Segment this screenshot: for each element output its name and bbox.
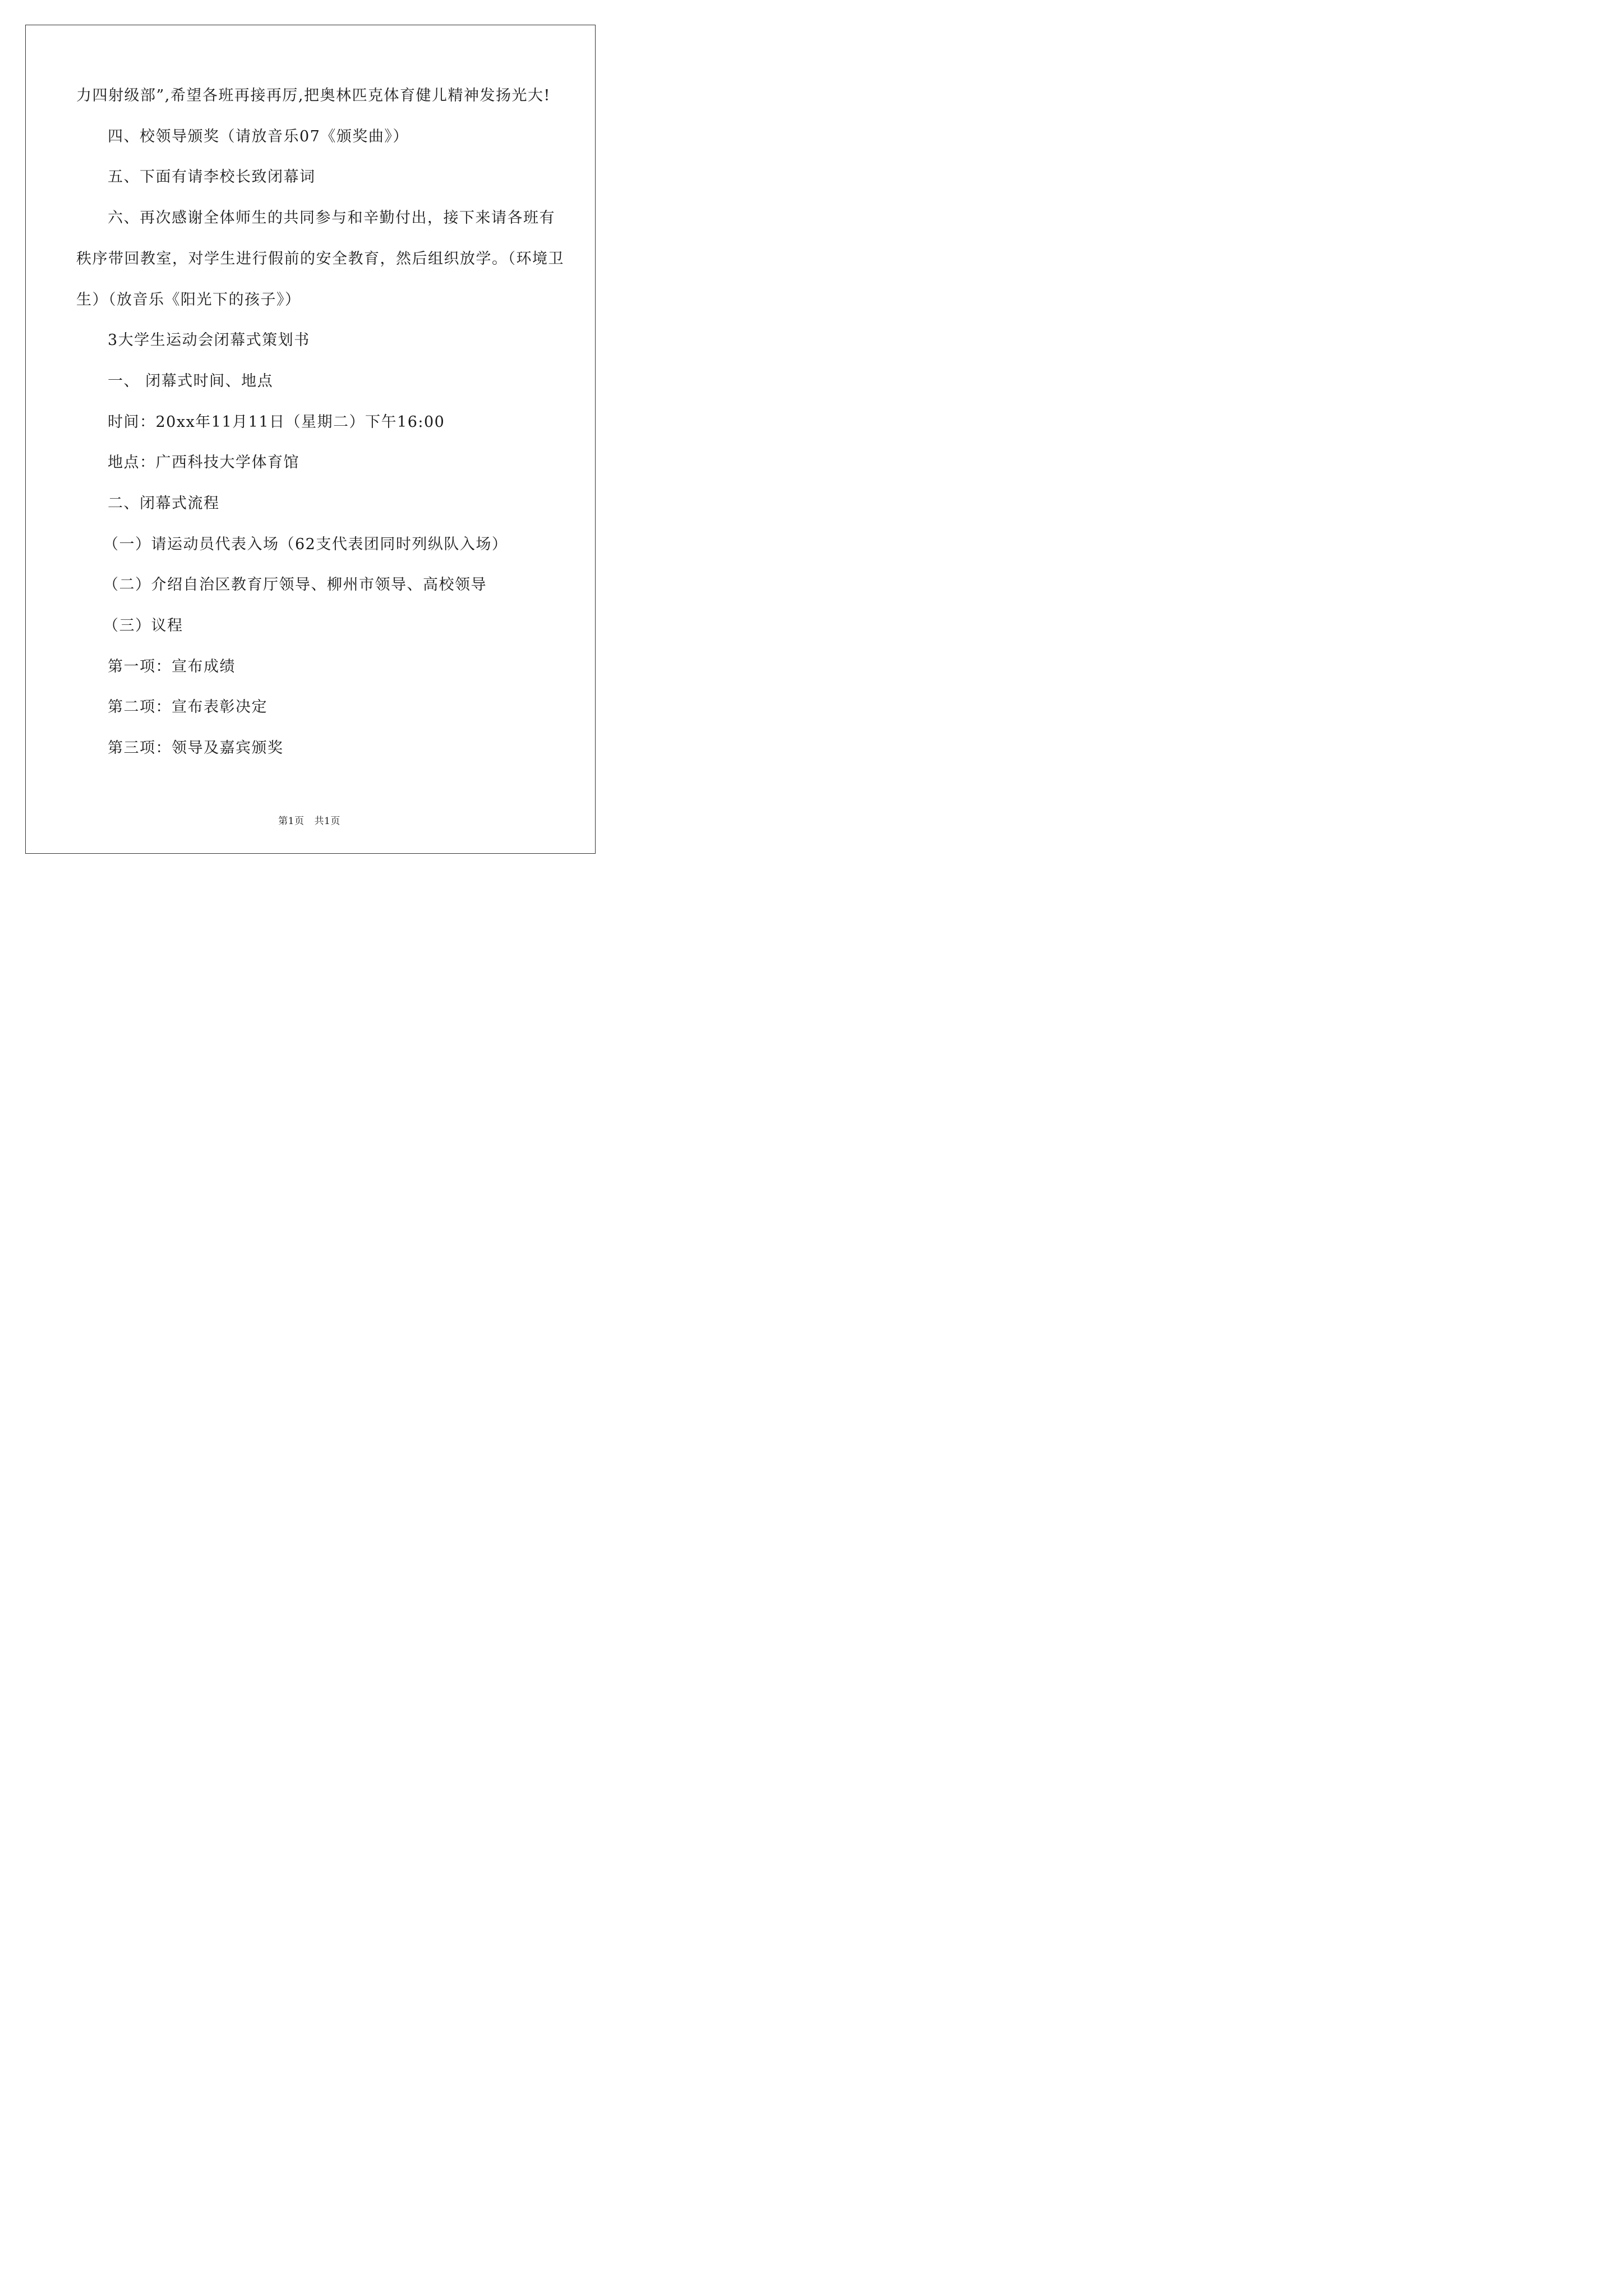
page-footer bbox=[0, 815, 619, 827]
section-heading: 3大学生运动会闭幕式策划书 bbox=[108, 332, 310, 349]
paragraph-line: 五、下面有请李校长致闭幕词 bbox=[108, 168, 316, 186]
list-item: （一）请运动员代表入场（62支代表团同时列纵队入场） bbox=[103, 536, 508, 553]
page-number-current: 第1页 bbox=[278, 816, 305, 827]
paragraph-line: 四、校领导颁奖（请放音乐07《颁奖曲》） bbox=[108, 128, 409, 145]
paragraph-line: 秩序带回教室，对学生进行假前的安全教育，然后组织放学。（环境卫 bbox=[76, 250, 564, 268]
section-heading: 二、闭幕式流程 bbox=[108, 495, 220, 512]
section-heading: 一、 闭幕式时间、地点 bbox=[108, 372, 274, 390]
list-item: （二）介绍自治区教育厅领导、柳州市领导、高校领导 bbox=[103, 576, 487, 593]
agenda-item: 第二项：宣布表彰决定 bbox=[108, 698, 268, 716]
paragraph-line: 生）（放音乐《阳光下的孩子》） bbox=[76, 291, 301, 309]
document-body bbox=[0, 0, 619, 875]
paragraph-line: 力四射级部”,希望各班再接再厉,把奥林匹克体育健儿精神发扬光大! bbox=[76, 87, 551, 104]
paragraph-line: 时间：20xx年11月11日（星期二）下午16:00 bbox=[108, 413, 445, 431]
page-number-total: 共1页 bbox=[314, 816, 340, 827]
agenda-item: 第一项：宣布成绩 bbox=[108, 658, 236, 675]
agenda-item: 第三项：领导及嘉宾颁奖 bbox=[108, 739, 284, 757]
list-item: （三）议程 bbox=[103, 617, 183, 634]
paragraph-line: 地点：广西科技大学体育馆 bbox=[108, 454, 299, 471]
paragraph-line: 六、再次感谢全体师生的共同参与和辛勤付出，接下来请各班有 bbox=[108, 209, 555, 227]
